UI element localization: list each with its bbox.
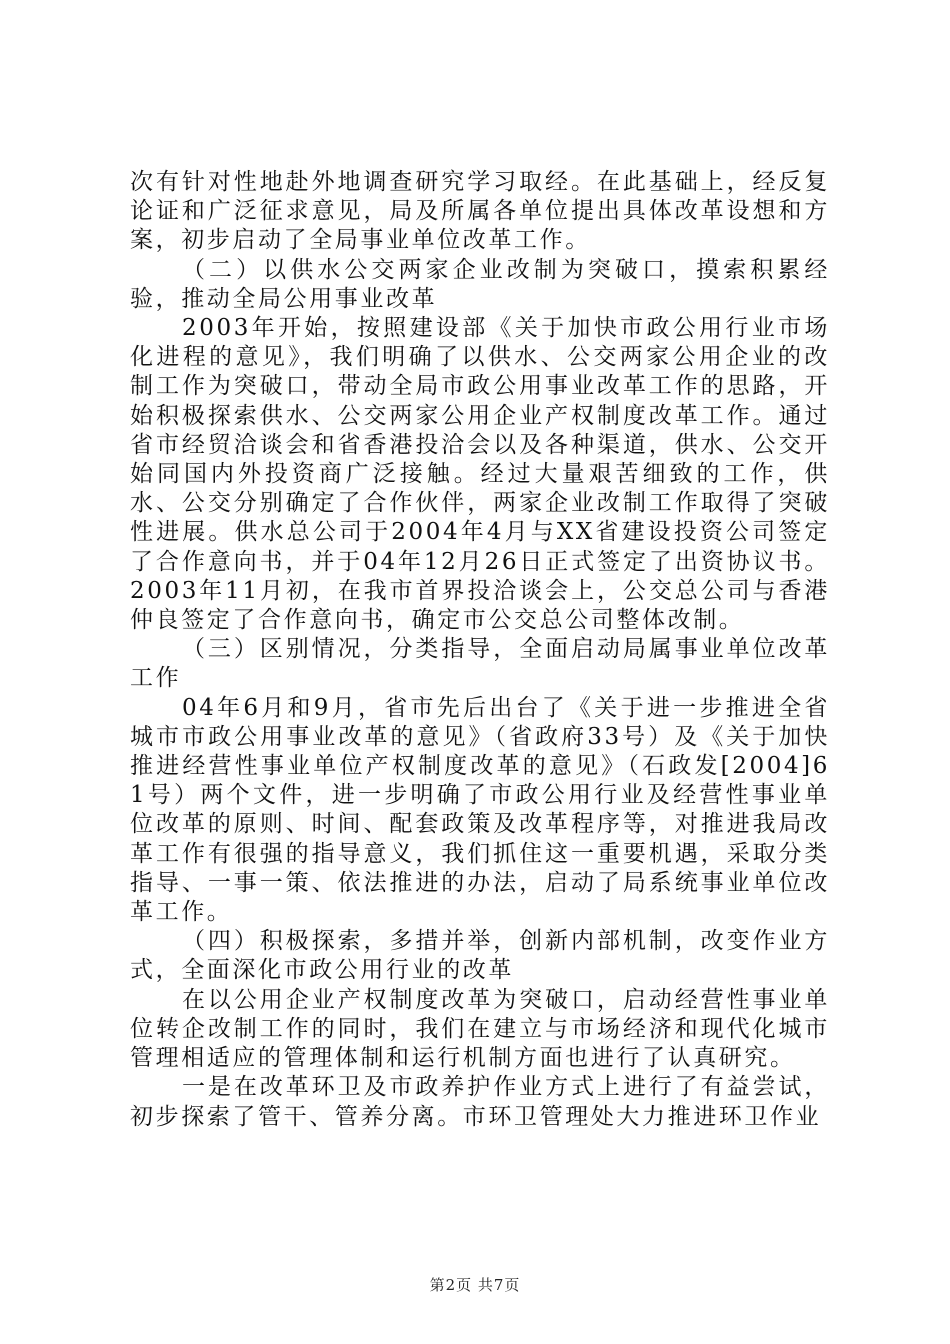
section-heading-3: （三）区别情况，分类指导，全面启动局属事业单位改革工作 [130, 636, 830, 692]
paragraph-mechanism: 在以公用企业产权制度改革为突破口，启动经营性事业单位转企改制工作的同时，我们在建立与市场经济和现代化城市管理相适应的管理体制和运行机制方面也进行了认真研究。 [130, 986, 830, 1072]
paragraph-04-documents: 04年6月和9月，省市先后出台了《关于进一步推进全省城市市政公用事业改革的意见》（省政府33号）及《关于加快推进经营性事业单位产权制度改革的意见》（石政发[2004]61号）两个文件，进一步明确了市政公用行业及经营性事业单位改革的原则、时间、配套政策及改革程序等，对推进我局改革工作有很强的指导意义，我们抓住这一重要机遇，采取分类指导、一事一策、依法推进的办法，启动了局系统事业单位改革工作。 [130, 694, 830, 926]
paragraph-sanitation: 一是在改革环卫及市政养护作业方式上进行了有益尝试，初步探索了管干、管养分离。市环卫管理处大力推进环卫作业 [130, 1074, 830, 1130]
paragraph-2003-reform: 2003年开始，按照建设部《关于加快市政公用行业市场化进程的意见》，我们明确了以供水、公交两家公用企业的改制工作为突破口，带动全局市政公用事业改革工作的思路，开始积极探索供水、公交两家公用企业产权制度改革工作。通过省市经贸洽谈会和省香港投洽会以及各种渠道，供水、公交开始同国内外投资商广泛接触。经过大量艰苦细致的工作，供水、公交分别确定了合作伙伴，两家企业改制工作取得了突破性进展。供水总公司于2004年4月与XX省建设投资公司签定了合作意向书，并于04年12月26日正式签定了出资协议书。2003年11月初，在我市首界投洽谈会上，公交总公司与香港仲良签定了合作意向书，确定市公交总公司整体改制。 [130, 315, 830, 634]
section-heading-4: （四）积极探索，多措并举，创新内部机制，改变作业方式，全面深化市政公用行业的改革 [130, 928, 830, 984]
page-number-footer: 第2页 共7页 [429, 1276, 521, 1294]
paragraph-continuation: 次有针对性地赴外地调查研究学习取经。在此基础上，经反复论证和广泛征求意见，局及所属各单位提出具体改革设想和方案，初步启动了全局事业单位改革工作。 [130, 169, 830, 254]
section-heading-2: （二）以供水公交两家企业改制为突破口，摸索积累经验，推动全局公用事业改革 [130, 256, 830, 312]
document-body [130, 168, 830, 1132]
